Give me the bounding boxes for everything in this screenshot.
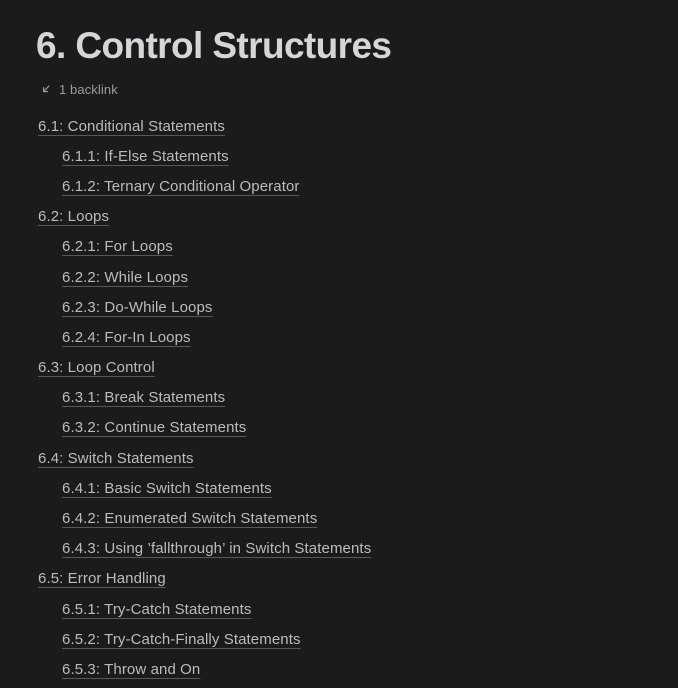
- toc-row: [38, 141, 642, 171]
- toc-row: [38, 111, 642, 141]
- toc-link[interactable]: 6.4: Switch Statements: [38, 449, 194, 467]
- toc-link[interactable]: 6.5: Error Handling: [38, 570, 166, 588]
- toc-link[interactable]: 6.2.2: While Loops: [62, 268, 189, 286]
- toc-link[interactable]: 6.1: Conditional Statements: [38, 117, 225, 135]
- toc-link[interactable]: 6.3.1: Break Statements: [62, 389, 226, 407]
- toc-link[interactable]: 6.1.1: If-Else Statements: [62, 147, 229, 165]
- toc-link[interactable]: 6.5.1: Try-Catch Statements: [62, 600, 252, 618]
- toc-row: [38, 171, 642, 201]
- toc-link[interactable]: 6.3: Loop Control: [38, 359, 155, 377]
- toc-row: [38, 654, 642, 684]
- toc-link[interactable]: 6.5.3: Throw and On: [62, 660, 201, 678]
- toc-link[interactable]: 6.3.2: Continue Statements: [62, 419, 247, 437]
- toc-row: [38, 503, 642, 533]
- arrow-down-left-icon: [40, 83, 52, 95]
- toc-link[interactable]: 6.4.2: Enumerated Switch Statements: [62, 510, 318, 528]
- toc-link[interactable]: 6.4.3: Using ’fallthrough’ in Switch Statements: [62, 540, 372, 558]
- toc-link[interactable]: 6.2.1: For Loops: [62, 238, 173, 256]
- toc-row: [38, 443, 642, 473]
- toc-link[interactable]: 6.5.2: Try-Catch-Finally Statements: [62, 630, 301, 648]
- backlinks-label: 1 backlink: [59, 81, 118, 97]
- toc-row: [38, 594, 642, 624]
- backlinks-button[interactable]: [36, 80, 118, 98]
- toc-row: [38, 292, 642, 322]
- toc-link[interactable]: 6.1.2: Ternary Conditional Operator: [62, 177, 300, 195]
- page-title: 6. Control Structures: [36, 25, 392, 66]
- toc-row: [38, 262, 642, 292]
- toc-link[interactable]: 6.2.4: For-In Loops: [62, 328, 191, 346]
- toc-link[interactable]: 6.2: Loops: [38, 208, 110, 226]
- toc-row: [38, 564, 642, 594]
- toc-link[interactable]: 6.4.1: Basic Switch Statements: [62, 479, 272, 497]
- toc-row: [38, 473, 642, 503]
- toc-row: [38, 624, 642, 654]
- toc-row: [38, 202, 642, 232]
- toc-list: [36, 111, 642, 685]
- toc-link[interactable]: 6.2.3: Do-While Loops: [62, 298, 213, 316]
- toc-row: [38, 383, 642, 413]
- toc-row: [38, 353, 642, 383]
- toc-row: [38, 413, 642, 443]
- toc-row: [38, 322, 642, 352]
- toc-row: [38, 232, 642, 262]
- toc-row: [38, 534, 642, 564]
